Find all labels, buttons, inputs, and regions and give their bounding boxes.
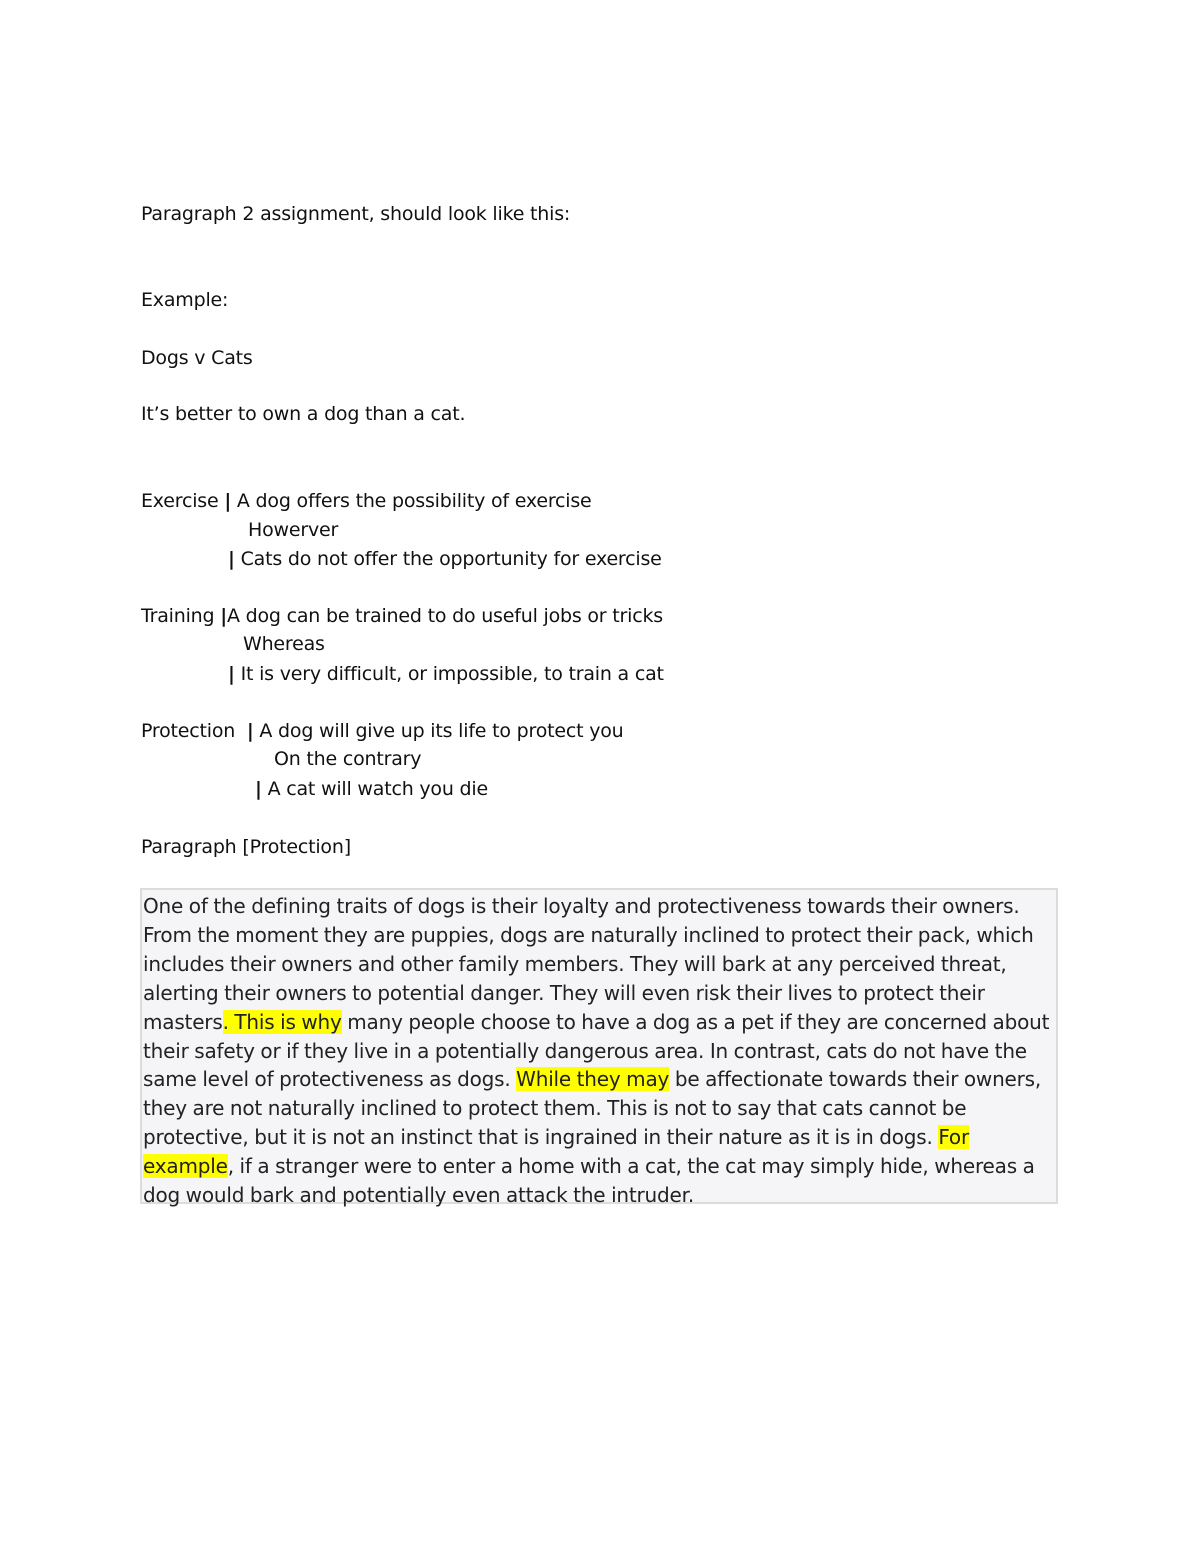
point-training-connector: Whereas: [243, 633, 325, 655]
thesis-statement: It’s better to own a dog than a cat.: [141, 403, 466, 425]
separator-bar: |: [224, 490, 232, 512]
point-claim: A dog offers the possibility of exercise: [236, 490, 592, 512]
separator-bar: |: [228, 548, 235, 570]
highlighted-transition: For example: [143, 1125, 969, 1179]
highlighted-transition: While they may: [516, 1067, 670, 1092]
separator-bar: |: [255, 778, 262, 800]
point-exercise-claim-line: [141, 487, 592, 515]
point-exercise-counter-line: [228, 545, 662, 573]
point-exercise-connector: Howerver: [248, 519, 339, 541]
highlighted-transition: . This is why: [222, 1009, 342, 1034]
paragraph-text: be affectionate towards their owners, they are not naturally inclined to protect them. This is not to say that cats cannot be protective, but it is not an instinct that is ingrained in their nature as it is in dogs.: [143, 1067, 1042, 1150]
point-protection-connector: On the contrary: [274, 748, 422, 770]
separator-bar: |: [220, 605, 227, 627]
paragraph-text: many people choose to have a dog as a pet if they are concerned about their safety or if they live in a potentially dangerous area. In contrast, cats do not have the same level of protectiveness as dogs.: [143, 1009, 1050, 1092]
assignment-heading: Paragraph 2 assignment, should look like this:: [141, 203, 571, 225]
separator-bar: |: [246, 720, 254, 742]
point-training-counter-line: [228, 660, 664, 688]
example-paragraph-box: [140, 888, 1058, 1208]
point-counter: It is very difficult, or impossible, to train a cat: [240, 663, 664, 685]
point-claim: A dog will give up its life to protect you: [259, 720, 624, 742]
point-claim: A dog can be trained to do useful jobs or tricks: [226, 605, 663, 627]
topic-title: Dogs v Cats: [141, 347, 253, 369]
point-counter: Cats do not offer the opportunity for exercise: [240, 548, 662, 570]
point-label: Exercise: [141, 490, 219, 512]
example-label: Example:: [141, 289, 229, 311]
example-paragraph: [143, 892, 1056, 1210]
paragraph-text: One of the defining traits of dogs is their loyalty and protectiveness towards their owners. From the moment they are puppies, dogs are naturally inclined to protect their pack, which includes their owners and other family members. They will bark at any perceived threat, alerting their owners to potential danger. They will even risk their lives to protect their masters: [143, 894, 1034, 1034]
point-label: Training: [141, 605, 215, 627]
point-counter: A cat will watch you die: [267, 778, 488, 800]
separator-bar: |: [228, 663, 235, 685]
paragraph-text: , if a stranger were to enter a home with a cat, the cat may simply hide, whereas a dog would bark and potentially even attack the intruder.: [143, 1154, 1035, 1208]
point-protection-counter-line: [255, 775, 488, 803]
point-protection-claim-line: [141, 717, 624, 745]
paragraph-label: Paragraph [Protection]: [141, 836, 351, 858]
point-label: Protection: [141, 720, 236, 742]
point-training-claim-line: [141, 602, 663, 630]
